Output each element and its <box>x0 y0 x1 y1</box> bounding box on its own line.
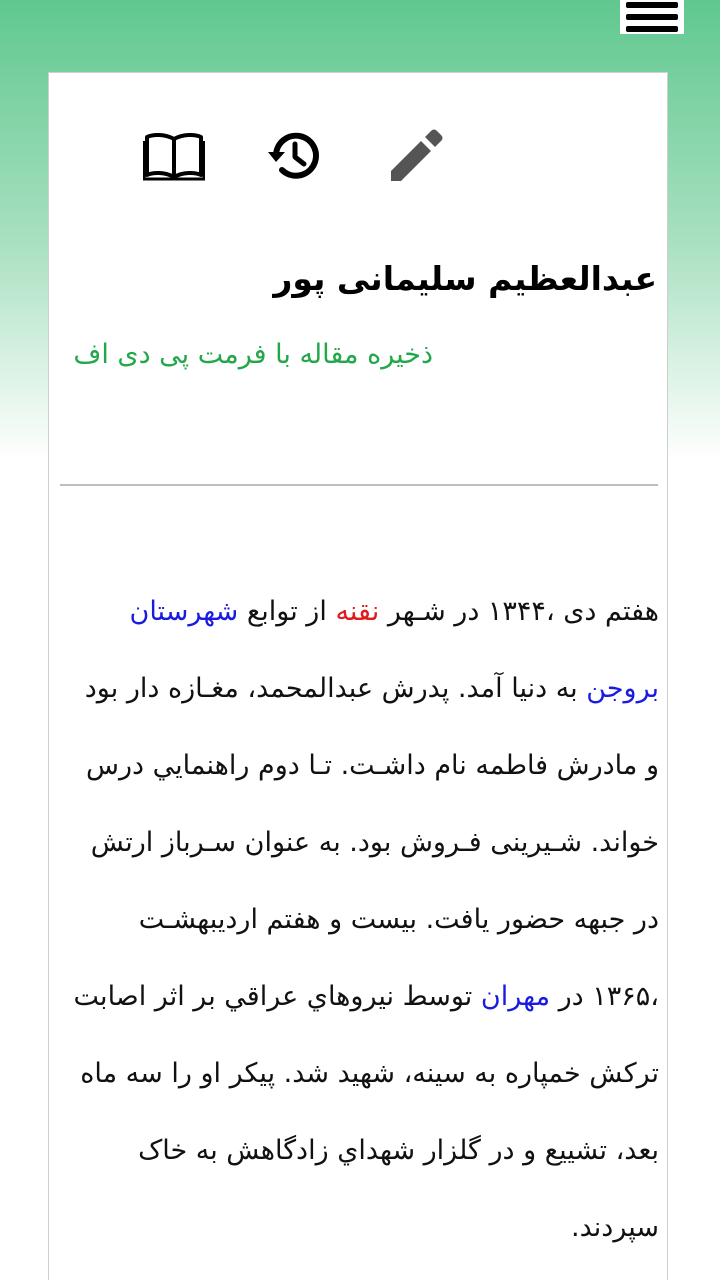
edit-button[interactable] <box>379 121 449 191</box>
read-button[interactable] <box>139 121 209 191</box>
article-card <box>48 72 668 1280</box>
book-icon <box>143 131 205 181</box>
body-text: به دنیا آمد. پدرش عبدالمحمد، مغـازه دار بود و مادرش فاطمه نام داشـت. تـا دوم راهنمايي درس خواند. شـيرينی فـروش بود. به عنوان سـرباز ارتش در جبهه حضور يافت. بيست و هفتم ارديبهشـت ،۱۳۶۵ در <box>84 673 659 1012</box>
article-body <box>67 573 659 1266</box>
body-text: از توابع <box>238 596 336 627</box>
body-text: هفتم دی ،۱۳۴۴ در شـهر <box>379 596 659 627</box>
history-icon <box>266 128 322 184</box>
save-pdf-link[interactable]: ذخیره مقاله با فرمت پی دی اف <box>73 339 433 370</box>
divider <box>60 484 658 486</box>
pencil-icon <box>385 127 443 185</box>
menu-bar <box>626 2 678 8</box>
link-borujen[interactable]: شهرستان بروجن <box>129 596 659 704</box>
link-mehran[interactable]: مهران <box>480 981 551 1012</box>
article-toolbar <box>49 121 667 191</box>
menu-button[interactable] <box>620 0 684 34</box>
link-naghneh[interactable]: نقنه <box>335 596 380 627</box>
page-title: عبدالعظیم سلیمانی پور <box>273 259 657 298</box>
body-text: توسط نيروهاي عراقي بر اثر اصابت تركش خمپاره به سينه، شهيد شد. پيكر او را سه ماه بعد، تشييع و در گلزار شهداي زادگاهش به خاک سپردند. <box>73 981 659 1243</box>
menu-bar <box>626 26 678 32</box>
menu-bar <box>626 14 678 20</box>
history-button[interactable] <box>259 121 329 191</box>
